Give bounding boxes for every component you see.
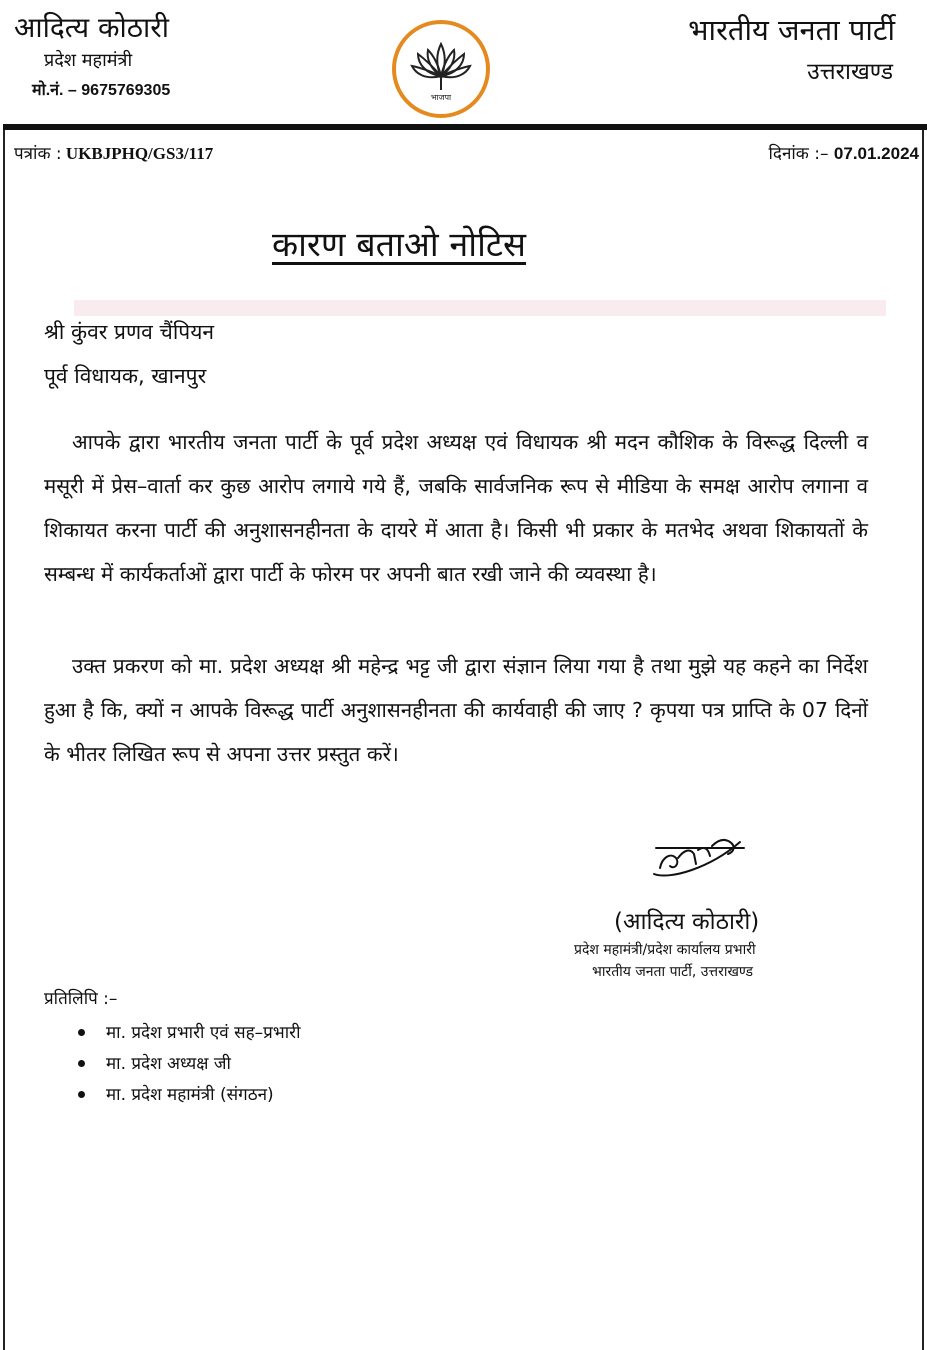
redacted-strip <box>74 300 886 316</box>
copy-to-item: मा. प्रदेश महामंत्री (संगठन) <box>74 1082 301 1113</box>
copy-to-list <box>74 1020 301 1113</box>
paragraph-1-text: आपके द्वारा भारतीय जनता पार्टी के पूर्व प्रदेश अध्यक्ष एवं विधायक श्री मदन कौशिक के विरूद्ध दिल्ली व मसूरी में प्रेस–वार्ता कर कुछ आरोप लगाये गये हैं, जबकि सार्वजनिक रूप से मीडिया के समक्ष आरोप लगाना व शिकायत करना पार्टी की अनुशासनहीनता के दायरे में आता है। किसी भी प्रकार के मतभेद अथवा शिकायतों के सम्बन्ध में कार्यकर्ताओं द्वारा पार्टी के फोरम पर अपनी बात रखी जाने की व्यवस्था है। <box>44 430 868 586</box>
copy-to-item: मा. प्रदेश अध्यक्ष जी <box>74 1051 301 1082</box>
reference-label: पत्रांक : <box>14 144 62 164</box>
date-line <box>769 141 919 164</box>
signatory-name: (आदित्य कोठारी) <box>614 909 760 935</box>
party-name: भारतीय जनता पार्टी <box>688 13 895 47</box>
bjp-logo <box>392 20 490 118</box>
date-value: 07.01.2024 <box>833 144 919 163</box>
right-border <box>922 124 924 1350</box>
lotus-icon <box>396 24 486 114</box>
party-state: उत्तराखण्ड <box>807 59 893 85</box>
date-label: दिनांक :– <box>768 144 829 164</box>
addressee-designation: पूर्व विधायक, खानपुर <box>44 364 207 388</box>
body-paragraph-1 <box>44 420 868 596</box>
reference-number: UKBJPHQ/GS3/117 <box>65 144 214 163</box>
signatory-designation: प्रदेश महामंत्री/प्रदेश कार्यालय प्रभारी <box>574 942 756 958</box>
sender-mobile: मो.नं. – 9675769305 <box>32 82 171 99</box>
addressee-name: श्री कुंवर प्रणव चैंपियन <box>44 320 215 344</box>
notice-title: कारण बताओ नोटिस <box>272 225 527 265</box>
sender-name: आदित्य कोठारी <box>14 11 169 44</box>
paragraph-2-text: उक्त प्रकरण को मा. प्रदेश अध्यक्ष श्री महेन्द्र भट्ट जी द्वारा संज्ञान लिया गया है तथा मुझे यह कहने का निर्देश हुआ है कि, क्यों न आपके विरूद्ध पार्टी अनुशासनहीनता की कार्यवाही की जाए ? कृपया पत्र प्राप्ति के 07 दिनों के भीतर लिखित रूप से अपना उत्तर प्रस्तुत करें। <box>44 654 868 766</box>
header-rule <box>3 124 927 130</box>
reference-line <box>14 141 213 164</box>
copy-to-item: मा. प्रदेश प्रभारी एवं सह–प्रभारी <box>74 1020 301 1051</box>
signatory-organization: भारतीय जनता पार्टी, उत्तराखण्ड <box>592 964 754 980</box>
handwritten-signature <box>650 828 750 886</box>
left-border <box>3 124 5 1350</box>
sender-designation: प्रदेश महामंत्री <box>44 50 133 71</box>
logo-caption: भाजपा <box>430 93 452 102</box>
copy-to-label: प्रतिलिपि :– <box>44 989 118 1009</box>
body-paragraph-2 <box>44 644 868 776</box>
